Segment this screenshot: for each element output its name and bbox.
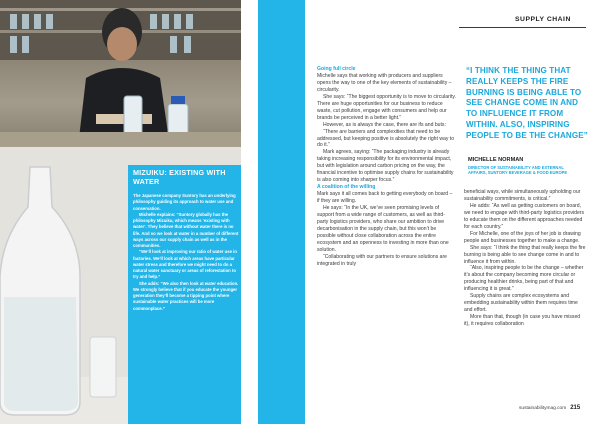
article-paragraph: beneficial ways, while simultaneously upholding our sustainability commitments, is critical.” [464, 189, 581, 202]
article-paragraph: He adds: “As well as getting customers on board, we need to engage with third-party logistics providers to educate them on the different approaches needed for each country.” [464, 202, 585, 230]
photo-scientist-lab [0, 0, 241, 147]
header-divider [459, 27, 586, 28]
sidebar-paragraph: Michelle explains: “Suntory globally has the philosophy Mizuiku, which means ‘existing with water’. They believe that without water there is no life. And so we look at water in a number of different ways across our supply chain as well as in the communities. [133, 211, 239, 248]
quote-attribution-name: MICHELLE NORMAN [468, 157, 524, 163]
article-paragraph: Supply chains are complex ecosystems and embedding sustainability within them requires time and effort. [464, 293, 578, 314]
sidebar-paragraph: She adds: “We also then look at water education. We strongly believe that if you educate the younger generation they’ll become a tipping point where sustainable water practices will be more commonplace.” [133, 280, 239, 311]
article-paragraph: For Michelle, one of the joys of her job is drawing people and businesses together to make a change. [464, 230, 581, 244]
article-paragraph: He says: “In the UK, we’ve seen promising levels of support from a wide range of customers, as well as third-party logistics providers, who share our ambition to drive decarbonisation in the supply chain, but this won’t be possible without close collaboration across the entire ecosystem and an openness to investing in more than one solution. [317, 205, 449, 253]
article-paragraph: She says: “I think the thing that really keeps the fire burning is being able to see change come in and to influence it from within. [464, 244, 586, 265]
article-column-right [464, 189, 586, 328]
sidebar-body [133, 193, 239, 312]
section-label: SUPPLY CHAIN [515, 16, 571, 23]
article-paragraph: However, as is always the case, there are ifs and buts: [323, 121, 446, 128]
article-paragraph: “There are barriers and complexities that need to be addressed, but keeping positive is absolutely the right way to do it.” [317, 128, 455, 149]
page-number: 215 [570, 405, 581, 411]
article-paragraph: Michelle says that working with producers and suppliers opens the way to one of the key elements of sustainability – circularity. [317, 72, 452, 93]
article-paragraph: She says: “The biggest opportunity is to move to circularity. There are huge opportunities for our business to reduce waste, cut pollution, engage with consumers and help our brands be perceived in a better light.” [317, 93, 456, 121]
quote-attribution-role: DIRECTOR OF SUSTAINABILITY AND EXTERNAL AFFAIRS, SUNTORY BEVERAGE & FOOD EUROPE [468, 165, 568, 176]
section-heading: A coalition of the willing [317, 184, 376, 191]
sidebar-title: MIZUIKU: EXISTING WITH WATER [133, 168, 226, 186]
article-paragraph: “Also, inspiring people to be the change – whether it’s about the company becoming more circular or producing healthier drinks, being part of that and influencing it is great.” [464, 265, 584, 293]
sidebar-paragraph: “We’ll look at improving our ratio of water use in factories. We’ll look at which areas have particular water stress and therefore we might need to do a natural water sanctuary or areas of reforestation to try and help.” [133, 249, 237, 280]
article-column-middle [317, 66, 456, 268]
article-paragraph: Mark says it all comes back to getting everybody on board – if they are willing. [317, 191, 453, 205]
article-paragraph: More than that, though (in case you have missed it), it requires collaboration [464, 314, 581, 328]
sidebar-paragraph: The Japanese company Suntory has an underlying philosophy guiding its approach to water use and conservation. [133, 193, 236, 211]
accent-band [258, 0, 305, 424]
section-heading: Going full circle [317, 66, 356, 72]
lab-scene-image [0, 0, 241, 147]
pull-quote: “I THINK THE THING THAT REALLY KEEPS THE FIRE BURNING IS BEING ABLE TO SEE CHANGE COME IN AND TO INFLUENCE IT FROM WITHIN. ALSO, INSPIRING PEOPLE TO BE THE CHANGE” [466, 66, 588, 140]
article-paragraph: “Collaborating with our partners to ensure solutions are integrated in truly [317, 253, 448, 267]
footer-site: sustainabilitymag.com [519, 406, 567, 411]
page-footer [519, 405, 580, 411]
article-paragraph: Mark agrees, saying: “The packaging industry is already taking increasing responsibility for its environmental impact, but with legislation around carbon pricing on the way, the financial incentive to optimise supply chains for sustainability is also coming into sharper focus.” [317, 149, 454, 184]
